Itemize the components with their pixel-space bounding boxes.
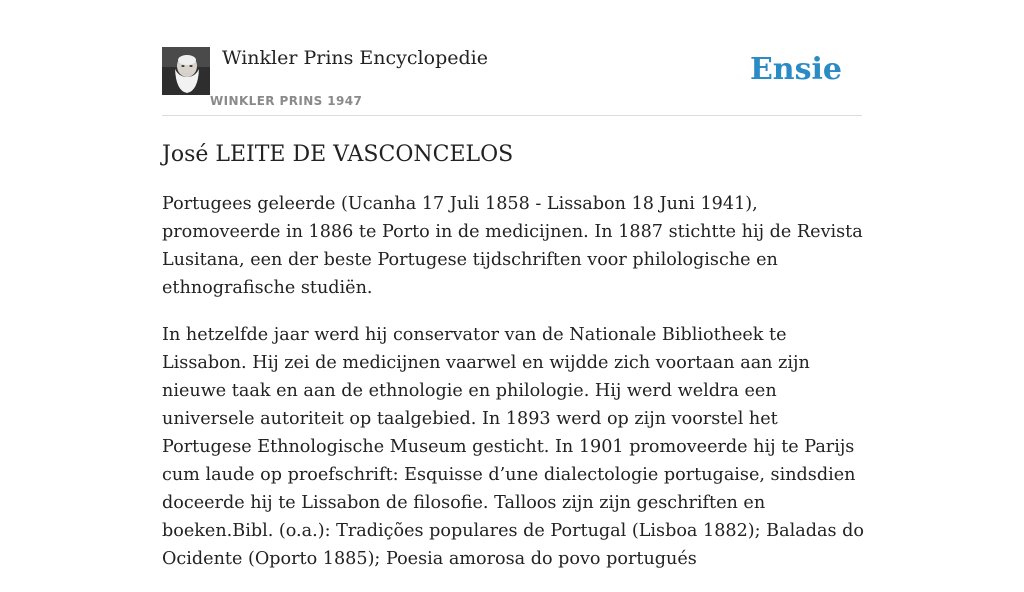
article-body [162, 140, 867, 592]
article-title: José LEITE DE VASCONCELOS [162, 142, 514, 167]
source-subtitle[interactable]: WINKLER PRINS 1947 [210, 94, 363, 108]
bearded-man-portrait-icon [162, 47, 210, 95]
source-title[interactable]: Winkler Prins Encyclopedie [222, 47, 488, 69]
source-header [162, 0, 862, 116]
source-avatar-icon[interactable] [162, 47, 210, 95]
ensie-logo[interactable]: Ensie [749, 52, 842, 87]
article-paragraph: Portugees geleerde (Ucanha 17 Juli 1858 - Lissabon 18 Juni 1941), promoveerde in 1886 te Porto in de medicijnen. In 1887 stichtte hij de Revista Lusitana, een der beste Portugese tijdschriften voor philologische en ethnografische studiën. [162, 194, 863, 298]
article-paragraph: In hetzelfde jaar werd hij conservator van de Nationale Bibliotheek te Lissabon. Hij zei de medicijnen vaarwel en wijdde zich voortaan aan zijn nieuwe taak en aan de ethnologie en philologie. Hij werd weldra een universele autoriteit op taalgebied. In 1893 werd op zijn voorstel het Portugese Ethnologische Museum gesticht. In 1901 promoveerde hij te Parijs cum laude op proefschrift: Esquisse d’une dialectologie portugaise, sindsdien doceerde hij te Lissabon de filosofie. Talloos zijn zijn geschriften en boeken.Bibl. (o.a.): Tradições populares de Portugal (Lisboa 1882); Baladas do Ocidente (Oporto 1885); Poesia amorosa do povo portugués [162, 325, 864, 569]
